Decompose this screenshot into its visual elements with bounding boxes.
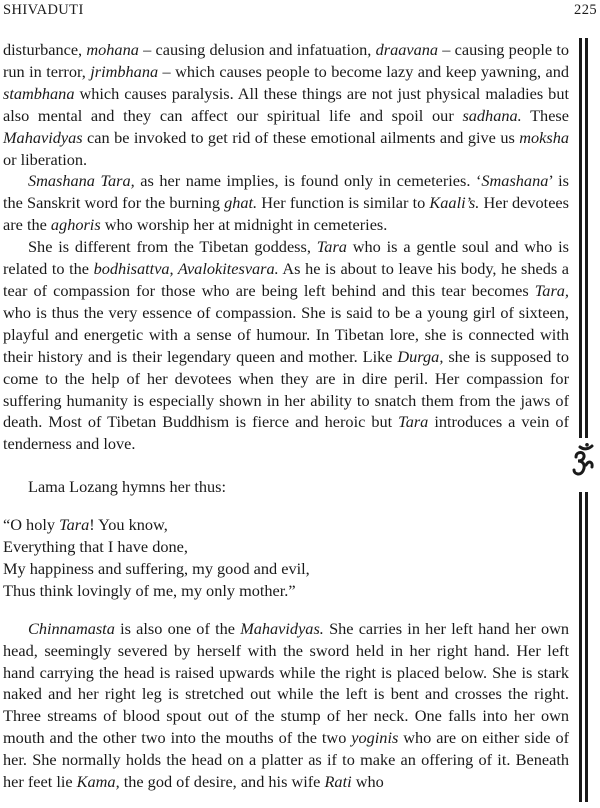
- italic-term: jrimbhana: [90, 61, 159, 81]
- italic-term: Mahavidyas.: [240, 618, 324, 638]
- italic-term: stambhana: [3, 83, 75, 103]
- verse-line: “O holy Tara! You know,: [3, 515, 168, 535]
- margin-rule: [585, 492, 588, 802]
- italic-term: moksha: [519, 127, 569, 147]
- body-text: [3, 39, 569, 793]
- italic-term: bodhisattva, Avalokitesvara.: [93, 259, 279, 279]
- verse-block: [3, 514, 569, 602]
- margin-rule: [579, 492, 582, 802]
- italic-term: Chinnamasta: [28, 618, 115, 638]
- paragraph: Smashana Tara, as her name implies, is found only in cemeteries. ‘Smashana’ is the Sanskrit word for the burning ghat. Her function is similar to Kaali’s. Her devotees are the aghoris who worship her at midnight in cemeteries.: [3, 171, 569, 235]
- italic-term: aghoris: [50, 215, 101, 235]
- italic-term: Tara,: [534, 280, 569, 300]
- italic-term: ghat.: [224, 193, 258, 213]
- italic-term: sadhana.: [462, 105, 522, 125]
- om-icon: [571, 443, 595, 479]
- paragraph: Chinnamasta is also one of the Mahavidyas. She carries in her left hand her own head, seemingly severed by herself with the sword held in her right hand. Her left hand carrying the head is raised upwards while the right is placed below. She is stark naked and her right leg is stretched out while the left is bent and crosses the right. Three streams of blood spout out of the stump of her neck. One falls into her own mouth and the other two into the mouths of the two yoginis who are on either side of her. She normally holds the head on a platter as if to make an offering of it. Beneath her feet lie Kama, the god of desire, and his wife Rati who: [3, 618, 570, 792]
- running-head: [3, 2, 597, 22]
- verse-line: Thus think lovingly of me, my only mother.”: [3, 580, 296, 600]
- page-number: 225: [574, 2, 597, 18]
- italic-term: Rati: [324, 772, 352, 792]
- paragraph: disturbance, mohana – causing delusion and infatuation, draavana – causing people to run in terror, jrimbhana – which causes people to become lazy and keep yawning, and stambhana which causes paralysis. All these things are not just physical maladies but also mental and they can affect our spiritual life and spoil our sadhana. These Mahavidyas can be invoked to get rid of these emotional ailments and give us moksha or liberation.: [3, 40, 570, 169]
- paragraph: She is different from the Tibetan goddess, Tara who is a gentle soul and who is related to the bodhisattva, Avalokitesvara. As he is about to leave his body, he sheds a tear of compassion for those who are being left behind and this tear becomes Tara, who is thus the very essence of compassion. She is said to be a young girl of sixteen, playful and energetic with a sense of humour. In Tibetan lore, she is connected with their history and is their legendary queen and mother. Like Durga, she is supposed to come to the help of her devotees when they are in dire peril. Her compassion for suffering humanity is especially shown in her ability to snatch them from the jaws of death. Most of Tibetan Buddhism is fierce and heroic but Tara introduces a vein of tenderness and love.: [3, 237, 569, 454]
- italic-term: Kama,: [76, 772, 120, 792]
- italic-term: Kaali’s.: [429, 193, 480, 213]
- italic-term: Tara: [398, 412, 429, 432]
- italic-term: Durga,: [397, 346, 444, 366]
- italic-term: draavana: [375, 40, 439, 59]
- italic-term: Tara: [59, 515, 90, 535]
- italic-term: yoginis: [351, 728, 399, 748]
- running-title: SHIVADUTI: [3, 2, 84, 18]
- italic-term: mohana: [86, 40, 139, 59]
- verse-intro: Lama Lozang hymns her thus:: [28, 477, 227, 497]
- italic-term: Smashana: [481, 171, 549, 191]
- italic-term: Mahavidyas: [3, 127, 83, 147]
- italic-term: Tara: [316, 237, 347, 257]
- verse-line: Everything that I have done,: [3, 537, 188, 557]
- italic-term: Smashana Tara,: [28, 171, 135, 191]
- margin-rule: [579, 38, 582, 438]
- margin-rule: [585, 38, 588, 438]
- verse-line: My happiness and suffering, my good and evil,: [3, 558, 310, 578]
